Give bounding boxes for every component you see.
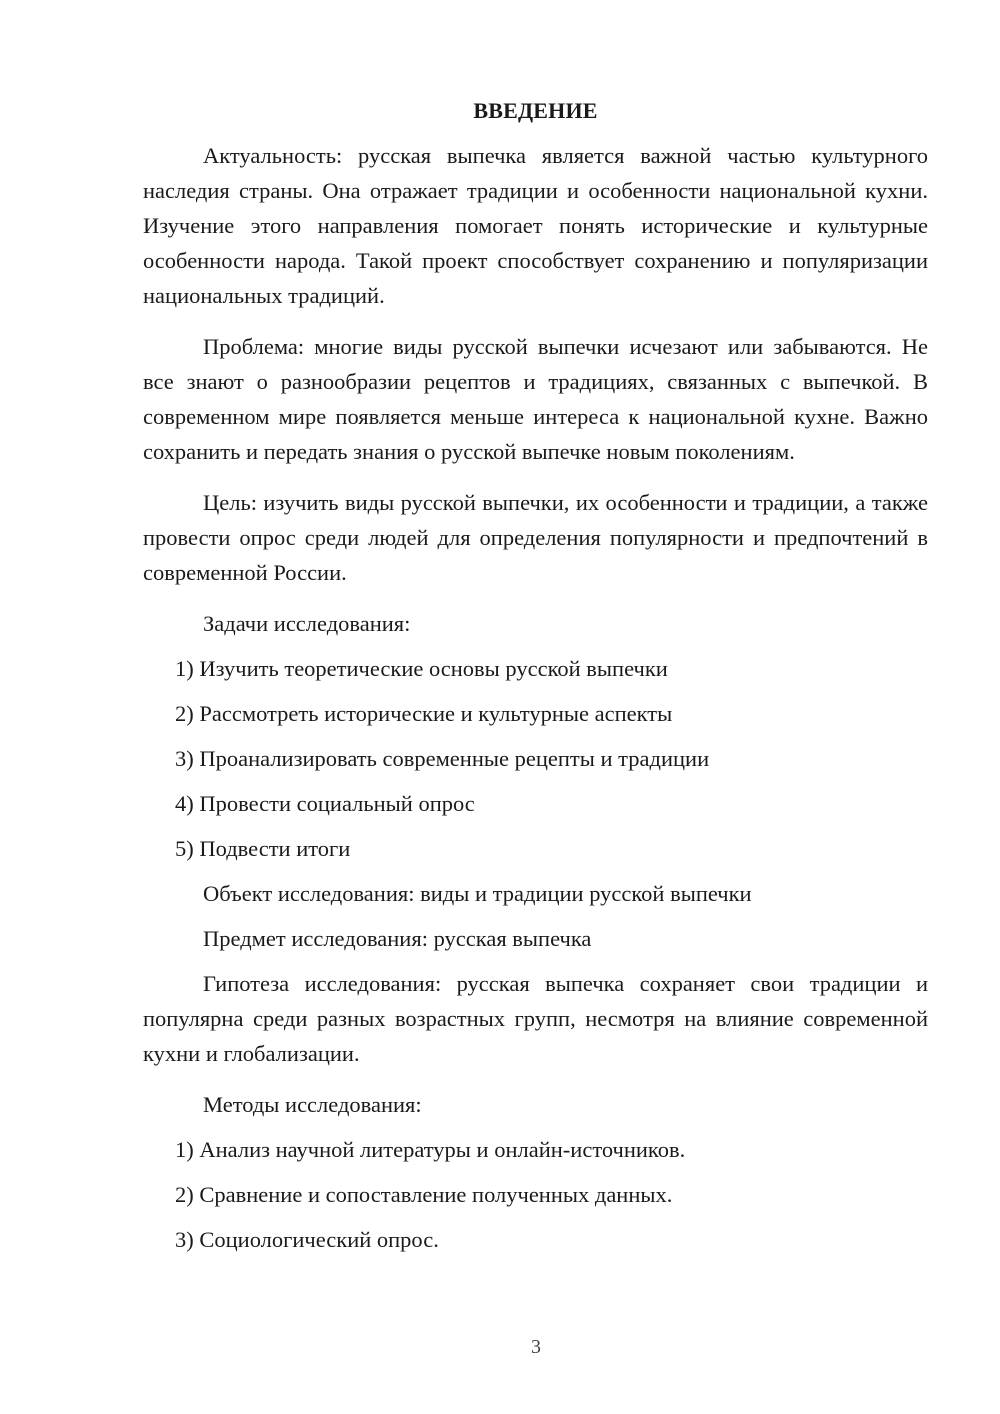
task-item: 5) Подвести итоги [175, 836, 351, 861]
task-item: 1) Изучить теоретические основы русской выпечки [175, 656, 668, 681]
method-item: 2) Сравнение и сопоставление полученных данных. [175, 1182, 673, 1207]
task-item: 4) Провести социальный опрос [175, 791, 475, 816]
hypothesis-paragraph: Гипотеза исследования: русская выпечка сохраняет свои традиции и популярна среди разных возрастных групп, несмотря на влияние современной кухни и глобализации. [143, 971, 928, 1066]
research-object: Объект исследования: виды и традиции русской выпечки [203, 881, 752, 906]
relevance-paragraph: Актуальность: русская выпечка является важной частью культурного наследия страны. Она отражает традиции и особенности национальной кухни. Изучение этого направления помогает понять исторические и культурные особенности народа. Такой проект способствует сохранению и популяризации национальных традиций. [143, 143, 928, 308]
methods-heading: Методы исследования: [203, 1092, 422, 1117]
page-number: 3 [531, 1336, 541, 1358]
page-title: ВВЕДЕНИЕ [473, 98, 598, 123]
method-item: 3) Социологический опрос. [175, 1227, 439, 1252]
task-item: 2) Рассмотреть исторические и культурные аспекты [175, 701, 673, 726]
tasks-heading: Задачи исследования: [203, 611, 411, 636]
research-subject: Предмет исследования: русская выпечка [203, 926, 592, 951]
document-page [143, 96, 928, 1267]
problem-paragraph: Проблема: многие виды русской выпечки исчезают или забываются. Не все знают о разнообразии рецептов и традициях, связанных с выпечкой. В современном мире появляется меньше интереса к национальной кухне. Важно сохранить и передать знания о русской выпечке новым поколениям. [143, 334, 928, 464]
goal-paragraph: Цель: изучить виды русской выпечки, их особенности и традиции, а также провести опрос среди людей для определения популярности и предпочтений в современной России. [143, 490, 928, 585]
task-item: 3) Проанализировать современные рецепты и традиции [175, 746, 710, 771]
method-item: 1) Анализ научной литературы и онлайн-источников. [175, 1137, 686, 1162]
